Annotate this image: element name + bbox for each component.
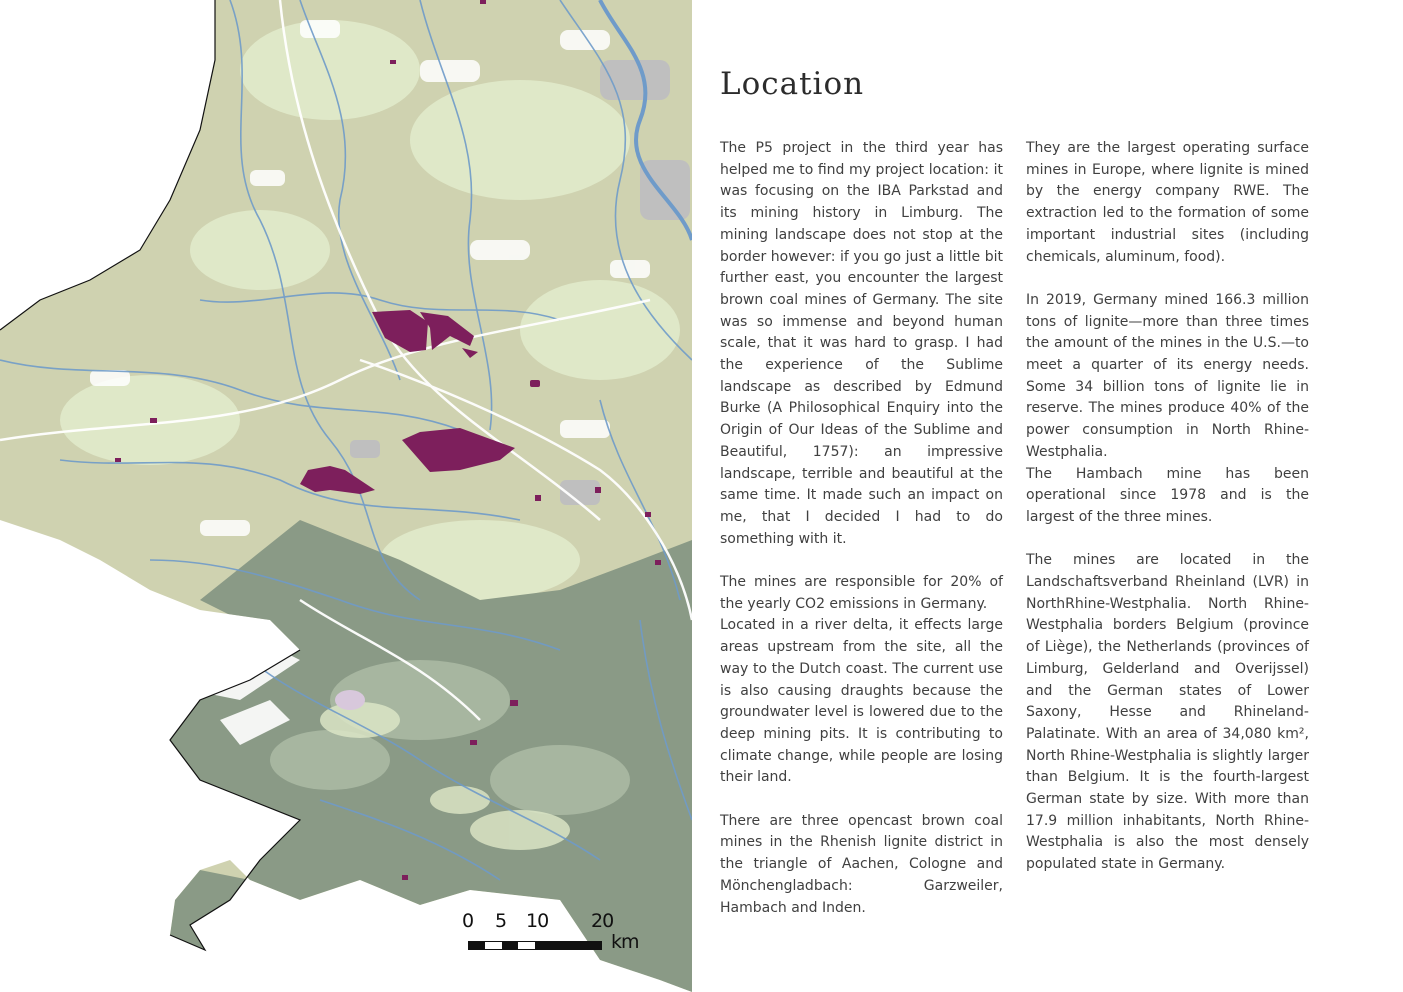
scale-label-5: 5	[495, 910, 507, 932]
paragraph: The P5 project in the third year has helped me to find my project location: it was focusing on the IBA Parkstad and its mining history in Limburg. The mining landscape does not stop at the border however: if you go just a little bit further east, you encounter the largest brown coal mines of Germany. The site was so immense and beyond human scale, that it was hard to grasp. I had the experience of the Sublime landscape as described by Edmund Burke (A Philosophical Enquiry into the Origin of Our Ideas of the Sublime and Beautiful, 1757): an impressive landscape, terrible and beautiful at the same time. It made such an impact on me, that I decided I had to do something with it.	[720, 140, 1003, 547]
scale-bar	[468, 941, 602, 950]
paragraph: The mines are responsible for 20% of the yearly CO2 emissions in Germany.	[720, 574, 1003, 612]
paragraph: There are three opencast brown coal mines in the Rhenish lignite district in the triangle of Aachen, Cologne and Mönchengladbach: Garzweiler, Hambach and Inden.	[720, 812, 1003, 916]
land-use-map	[0, 0, 692, 992]
paragraph: In 2019, Germany mined 166.3 million tons of lignite—more than three times the amount of the mines in the U.S.—to meet a quarter of its energy needs. Some 34 billion tons of lignite lie in reserve. The mines produce 40% of the power consumption in North Rhine-Westphalia.	[1026, 291, 1309, 460]
text-column-left	[720, 138, 1003, 941]
page-title: Location	[720, 66, 865, 102]
scale-label-0: 0	[462, 910, 474, 932]
text-column-right	[1026, 138, 1309, 898]
map-graphic	[0, 0, 692, 992]
paragraph: They are the largest operating surface mines in Europe, where lignite is mined by the energy company RWE. The extraction led to the formation of some important industrial sites (including chemicals, aluminum, food).	[1026, 140, 1309, 265]
paragraph: Located in a river delta, it effects large areas upstream from the site, all the way to the Dutch coast. The current use is also causing draughts because the groundwater level is lowered due to the deep mining pits. It is contributing to climate change, while people are losing their land.	[720, 617, 1003, 786]
scale-unit: km	[611, 931, 639, 953]
paragraph: The mines are located in the Landschaftsverband Rheinland (LVR) in NorthRhine-Westphalia. North Rhine-Westphalia borders Belgium (province of Liège), the Netherlands (provinces of Limburg, Gelderland and Overijssel) and the German states of Lower Saxony, Hesse and Rhineland-Palatinate. With an area of 34,080 km², North Rhine-Westphalia is slightly larger than Belgium. It is the fourth-largest German state by size. With more than 17.9 million inhabitants, North Rhine-Westphalia is also the most densely populated state in Germany.	[1026, 552, 1309, 873]
scale-label-10: 10	[526, 910, 549, 932]
scale-label-20: 20	[591, 910, 614, 932]
paragraph: The Hambach mine has been operational since 1978 and is the largest of the three mines.	[1026, 465, 1309, 525]
